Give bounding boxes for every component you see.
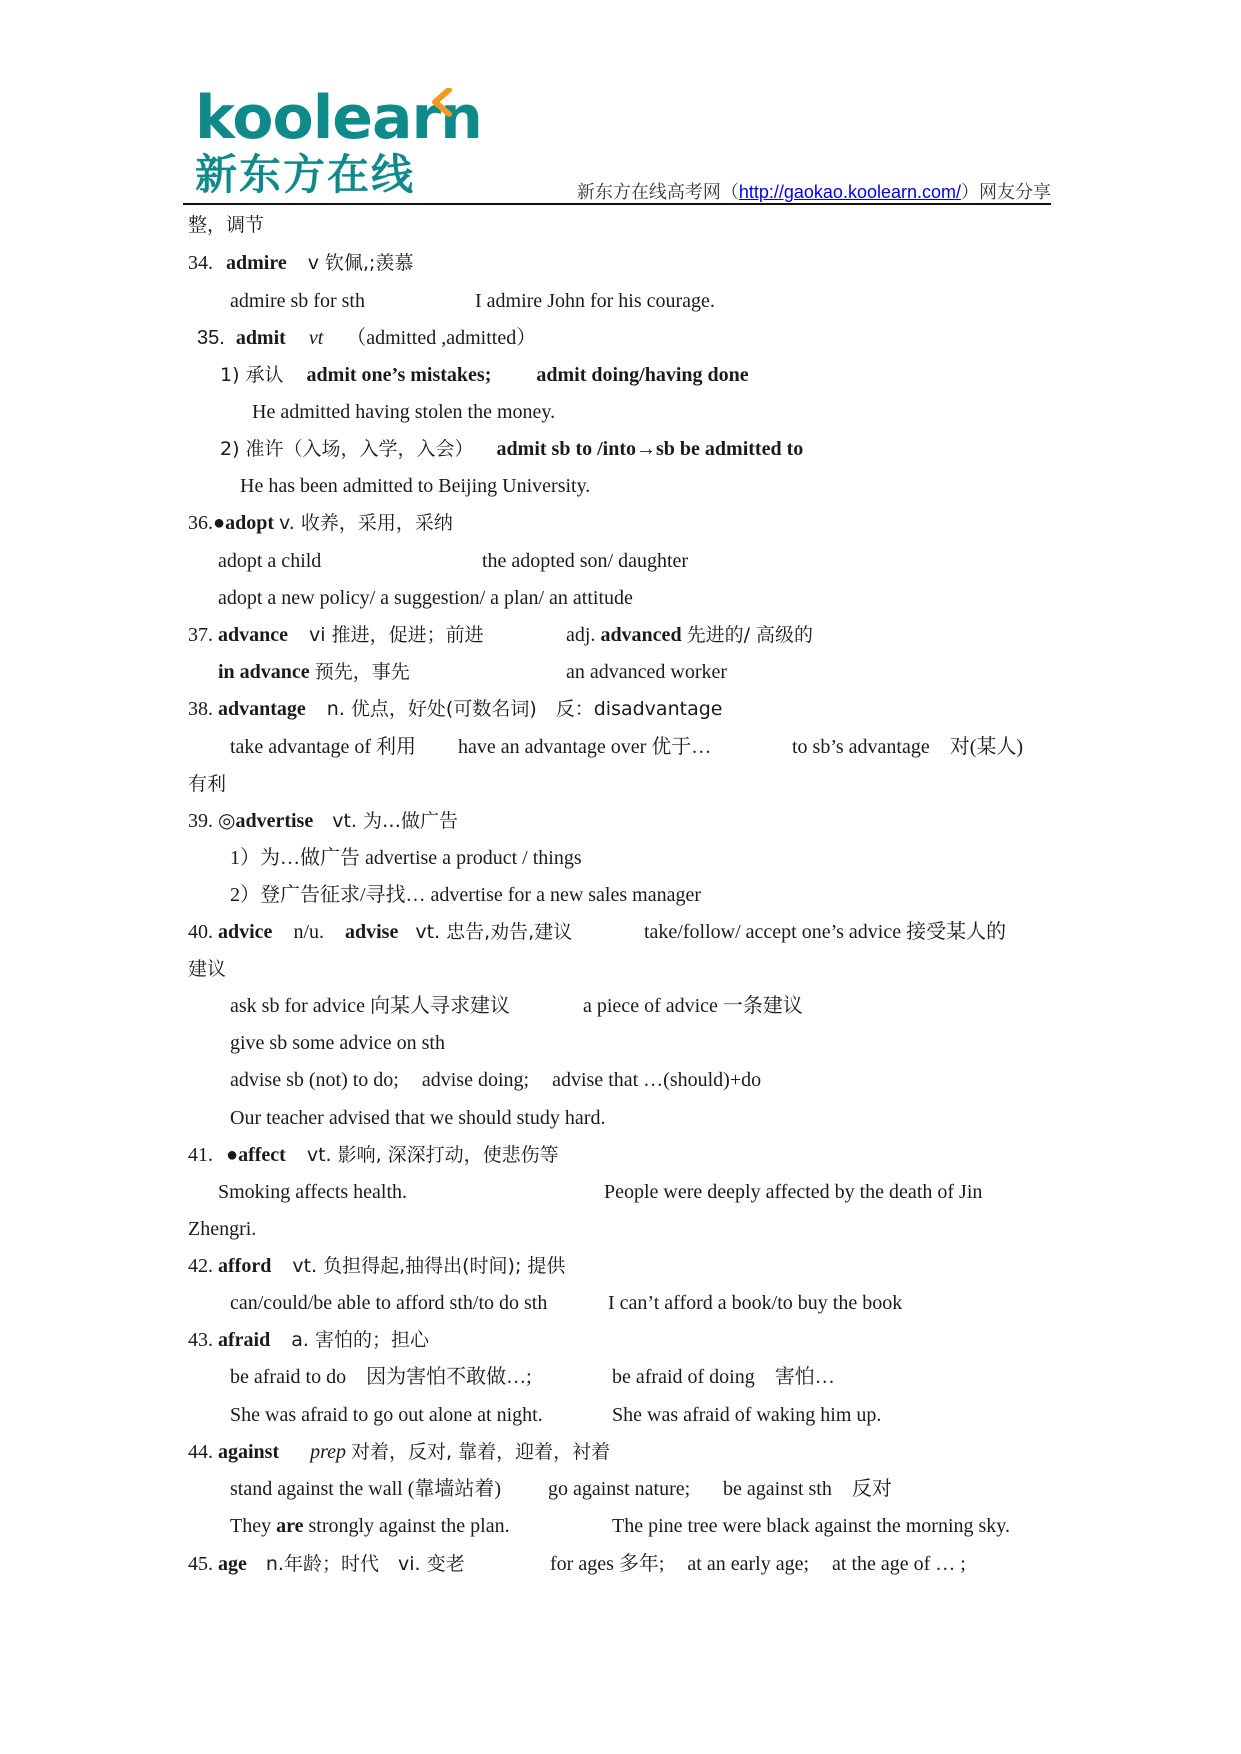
usage-line bbox=[230, 1067, 761, 1093]
usage-line: adopt a child bbox=[218, 550, 322, 572]
definition: vt. 影响, 深深打动，使悲伤等 bbox=[306, 1144, 559, 1166]
definition: vi 推进，促进；前进 bbox=[309, 624, 484, 646]
example-line bbox=[475, 288, 715, 314]
sense-line: 1）为…做广告 advertise a product / things bbox=[230, 847, 582, 869]
example-part: strongly against the plan. bbox=[308, 1515, 510, 1537]
definition: n.年龄；时代 vi. 变老 bbox=[265, 1553, 465, 1575]
entry-number: 40. bbox=[188, 921, 213, 943]
entry-number: 45. bbox=[188, 1553, 213, 1575]
usage-line bbox=[218, 659, 410, 685]
definition: 先进的/ 高级的 bbox=[686, 624, 814, 646]
word-forms: （admitted ,admitted） bbox=[346, 327, 537, 349]
headword: admire bbox=[226, 252, 287, 274]
usage: at an early age; bbox=[687, 1553, 810, 1575]
usage: for ages 多年; bbox=[550, 1553, 665, 1575]
headword: ◎advertise bbox=[218, 810, 314, 832]
usage-line: be against sth 反对 bbox=[723, 1478, 892, 1500]
sense-line bbox=[220, 436, 803, 462]
phrase: in advance bbox=[218, 661, 310, 683]
usage-line: go against nature; bbox=[548, 1478, 691, 1500]
entry-40 bbox=[188, 919, 572, 945]
usage-line: give sb some advice on sth bbox=[230, 1032, 445, 1054]
example-part: They bbox=[230, 1515, 272, 1537]
usage-line: stand against the wall (靠墙站着) bbox=[230, 1478, 502, 1500]
usage-line bbox=[550, 1551, 966, 1577]
site-prefix: 新东方在线高考网（ bbox=[576, 182, 739, 203]
site-suffix: ）网友分享 bbox=[961, 182, 1051, 203]
entry-number: 37. bbox=[188, 624, 213, 646]
definition: vt. 忠告,劝告,建议 bbox=[415, 921, 573, 943]
headword: advantage bbox=[218, 698, 306, 720]
example: I admire John for his courage. bbox=[475, 290, 715, 312]
part-of-speech: prep bbox=[310, 1441, 347, 1463]
example-line: People were deeply affected by the death of Jin bbox=[604, 1181, 983, 1203]
entry-35 bbox=[197, 325, 536, 351]
example-line: The pine tree were black against the morning sky. bbox=[612, 1515, 1011, 1537]
logo-chevron-icon bbox=[425, 88, 455, 118]
entry-36 bbox=[188, 510, 453, 536]
usage-line: have an advantage over 优于… bbox=[458, 736, 712, 758]
headword: afford bbox=[218, 1255, 272, 1277]
sense-line: 2）登广告征求/寻找… advertise for a new sales manager bbox=[230, 884, 701, 906]
part-of-speech: vt bbox=[308, 327, 324, 349]
usage-line: can/could/be able to afford sth/to do sth bbox=[230, 1292, 548, 1314]
sense: 1) 承认 bbox=[220, 364, 284, 386]
entry-43 bbox=[188, 1327, 429, 1353]
header-site-credit bbox=[577, 178, 1051, 204]
headword: ●affect bbox=[226, 1144, 286, 1166]
entry-number: 42. bbox=[188, 1255, 213, 1277]
usage-line: take/follow/ accept one’s advice 接受某人的 bbox=[644, 921, 1007, 943]
entry-number: 43. bbox=[188, 1329, 213, 1351]
usage-line: ask sb for advice 向某人寻求建议 bbox=[230, 995, 510, 1017]
usage: admit sb to /into→sb be admitted to bbox=[496, 438, 804, 460]
usage-line: to sb’s advantage 对(某人) bbox=[792, 736, 1024, 758]
derived-word: advanced bbox=[600, 624, 682, 646]
usage-continued: 建议 bbox=[188, 958, 227, 980]
headword: advance bbox=[218, 624, 288, 646]
part-of-speech: n/u. bbox=[293, 921, 324, 943]
headword: advice bbox=[218, 921, 273, 943]
example-line: I can’t afford a book/to buy the book bbox=[608, 1292, 903, 1314]
headword: ●adopt bbox=[213, 512, 274, 534]
definition: vt. 为…做广告 bbox=[332, 810, 458, 832]
koolearn-logo bbox=[195, 83, 482, 200]
entry-39 bbox=[188, 808, 458, 834]
definition: a. 害怕的；担心 bbox=[291, 1329, 429, 1351]
usage-line: a piece of advice 一条建议 bbox=[583, 995, 803, 1017]
entry-44 bbox=[188, 1439, 610, 1465]
usage-line: an advanced worker bbox=[566, 661, 728, 683]
entry-42 bbox=[188, 1253, 565, 1279]
usage-line: adopt a new policy/ a suggestion/ a plan/ an attitude bbox=[218, 587, 633, 609]
entry-number: 39. bbox=[188, 810, 213, 832]
logo-english-text: koolearn bbox=[195, 83, 482, 153]
definition: 对着，反对, 靠着，迎着，衬着 bbox=[351, 1441, 611, 1463]
entry-45 bbox=[188, 1551, 465, 1577]
entry-number: 35. bbox=[197, 327, 225, 349]
headword-2: advise bbox=[345, 921, 399, 943]
headword: against bbox=[218, 1441, 280, 1463]
entry-number: 36. bbox=[188, 512, 213, 534]
definition: v 钦佩,;羡慕 bbox=[307, 252, 414, 274]
site-link[interactable]: http://gaokao.koolearn.com/ bbox=[738, 182, 961, 202]
usage: advise doing; bbox=[421, 1069, 530, 1091]
entry-number: 38. bbox=[188, 698, 213, 720]
usage-line: the adopted son/ daughter bbox=[482, 550, 689, 572]
definition: v. 收养，采用，采纳 bbox=[279, 512, 453, 534]
usage: advise sb (not) to do; bbox=[230, 1069, 399, 1091]
definition: vt. 负担得起,抽得出(时间); 提供 bbox=[292, 1255, 566, 1277]
usage: admit doing/having done bbox=[536, 364, 749, 386]
continued-line: 整，调节 bbox=[188, 214, 265, 236]
definition: n. 优点，好处(可数名词) 反：disadvantage bbox=[326, 698, 723, 720]
example-line: She was afraid to go out alone at night. bbox=[230, 1404, 543, 1426]
header-divider bbox=[183, 203, 1051, 205]
adjective-line bbox=[566, 622, 813, 648]
example-line: She was afraid of waking him up. bbox=[612, 1404, 882, 1426]
sense: 2) 准许（入场，入学，入会） bbox=[220, 438, 474, 460]
sense-line bbox=[220, 362, 749, 388]
part-of-speech: adj. bbox=[566, 624, 596, 646]
definition: 预先，事先 bbox=[314, 661, 410, 683]
entry-34 bbox=[188, 250, 413, 276]
usage-line: take advantage of 利用 bbox=[230, 736, 417, 758]
usage-line bbox=[230, 288, 365, 314]
headword: afraid bbox=[218, 1329, 271, 1351]
headword: age bbox=[218, 1553, 247, 1575]
usage-continued: 有利 bbox=[188, 773, 227, 795]
entry-37 bbox=[188, 622, 484, 648]
example-line: Our teacher advised that we should study hard. bbox=[230, 1107, 606, 1129]
headword: admit bbox=[235, 327, 286, 349]
entry-number: 44. bbox=[188, 1441, 213, 1463]
entry-38 bbox=[188, 696, 722, 722]
example-line: He admitted having stolen the money. bbox=[252, 401, 556, 423]
example-continued: Zhengri. bbox=[188, 1218, 257, 1240]
usage-line: be afraid of doing 害怕… bbox=[612, 1366, 835, 1388]
example-emphasis: are bbox=[276, 1515, 304, 1537]
example-line: He has been admitted to Beijing University. bbox=[240, 475, 591, 497]
usage: advise that …(should)+do bbox=[552, 1069, 762, 1091]
example-line bbox=[230, 1513, 510, 1539]
example-line: Smoking affects health. bbox=[218, 1181, 408, 1203]
usage-line: be afraid to do 因为害怕不敢做…; bbox=[230, 1366, 532, 1388]
usage: admit one’s mistakes; bbox=[306, 364, 492, 386]
entry-41 bbox=[188, 1142, 559, 1168]
entry-number: 34. bbox=[188, 252, 213, 274]
entry-number: 41. bbox=[188, 1144, 213, 1166]
usage: at the age of … ; bbox=[832, 1553, 966, 1575]
logo-chinese-text: 新东方在线 bbox=[195, 150, 416, 199]
usage: admire sb for sth bbox=[230, 290, 365, 312]
